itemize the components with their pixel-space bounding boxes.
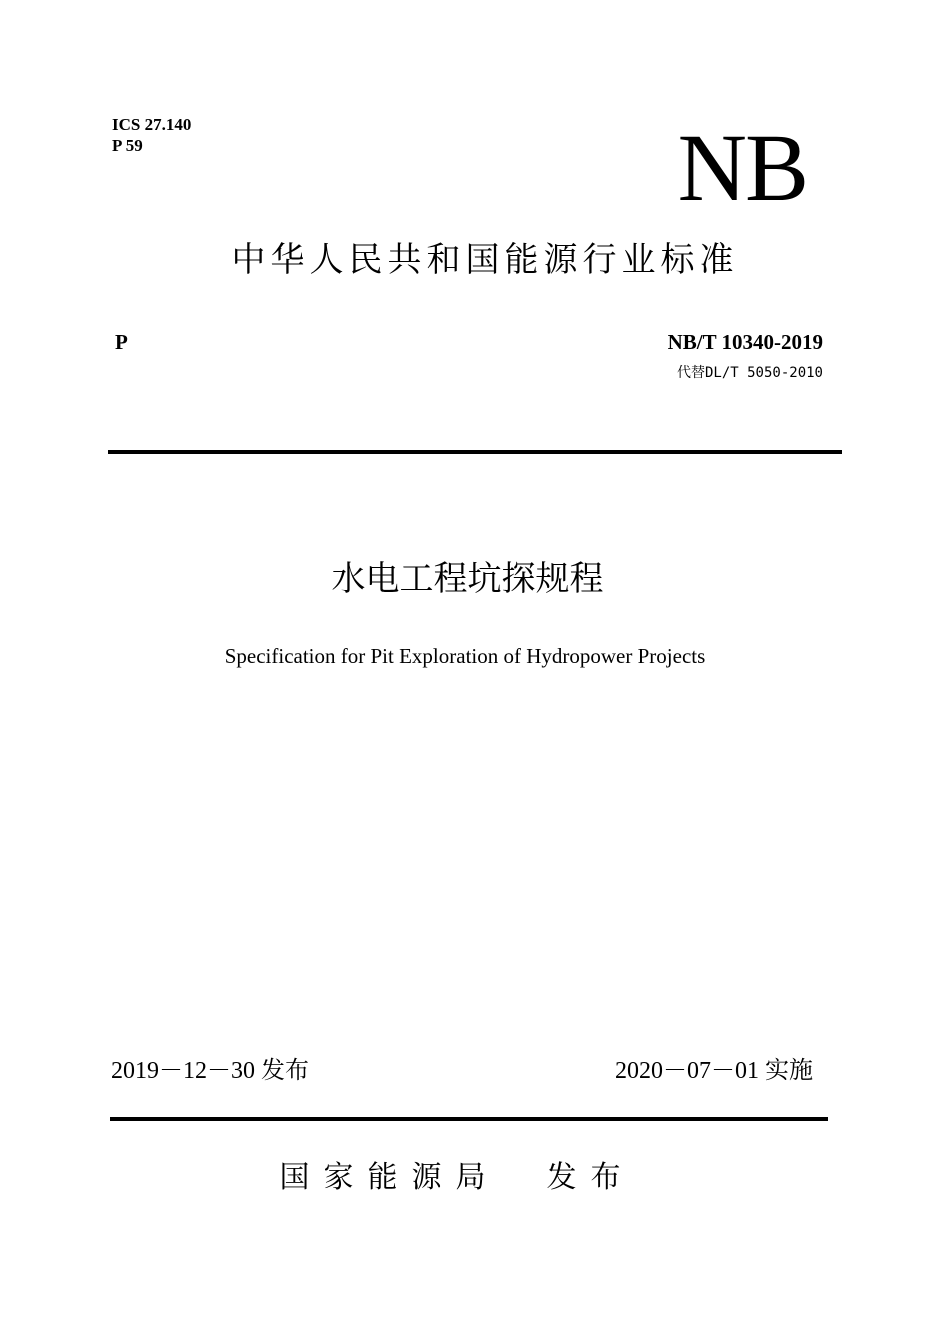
ics-code: ICS 27.140: [112, 115, 192, 134]
document-title-english: Specification for Pit Exploration of Hydropower Projects: [224, 644, 706, 668]
publisher: 国家能源局 发布: [279, 1160, 635, 1195]
standard-number: NB/T 10340-2019: [667, 330, 823, 354]
replaces-note: 代替DL/T 5050-2010: [676, 365, 823, 381]
ccs-code: P 59: [112, 136, 143, 155]
ics-block: [112, 114, 191, 156]
top-divider: [108, 450, 842, 454]
category-code: P: [115, 330, 128, 354]
issue-date: 2019－12－30 发布: [111, 1058, 309, 1084]
nb-logo: NB: [677, 114, 807, 221]
document-title-chinese: 水电工程坑探规程: [331, 559, 604, 599]
agency-title: 中华人民共和国能源行业标准: [231, 240, 739, 280]
implementation-date: 2020－07－01 实施: [615, 1058, 813, 1084]
bottom-divider: [110, 1117, 828, 1121]
